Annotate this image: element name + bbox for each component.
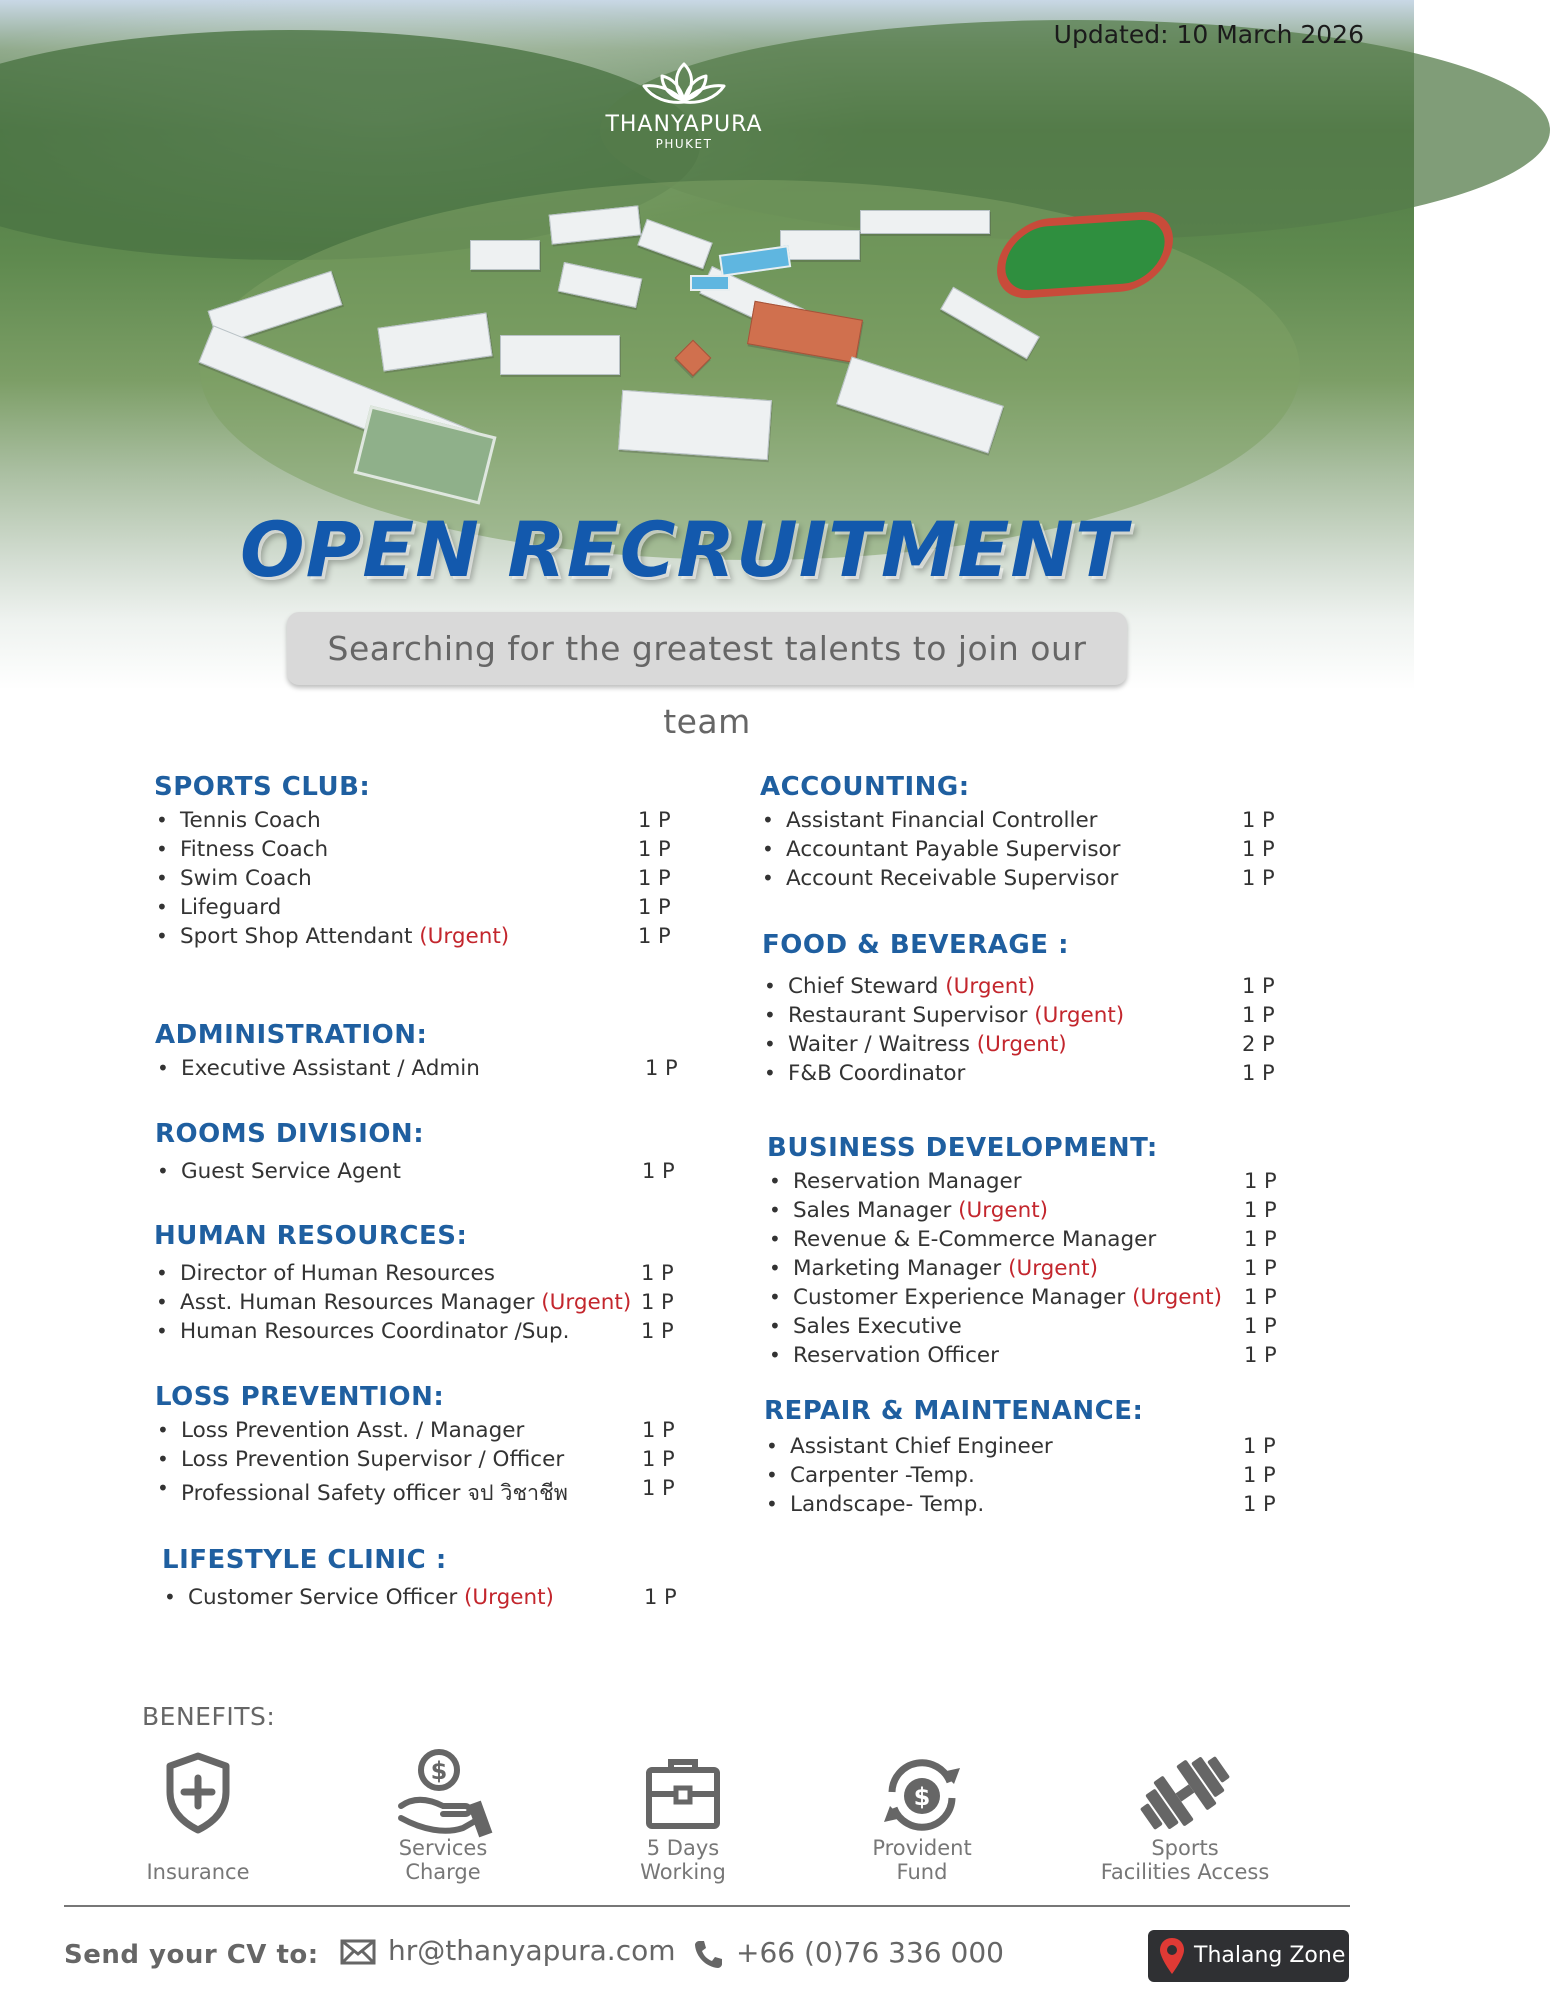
section-repair-maintenance (764, 1396, 1276, 1521)
urgent-tag: (Urgent) (464, 1585, 554, 1610)
job-title: Fitness Coach (180, 837, 329, 862)
job-item (767, 1169, 1277, 1198)
job-title: Sport Shop Attendant (180, 924, 420, 949)
position-count: 1 P (638, 837, 671, 861)
benefit-label-2: Charge (405, 1860, 481, 1884)
phone-icon (692, 1938, 724, 1970)
position-count: 1 P (1244, 1314, 1277, 1338)
benefit-5-days-working (583, 1748, 783, 1884)
location-badge[interactable] (1148, 1930, 1349, 1982)
position-count: 1 P (1243, 1492, 1276, 1516)
benefit-label: 5 Days (646, 1836, 720, 1860)
job-title: Restaurant Supervisor (788, 1003, 1035, 1028)
position-count: 1 P (1243, 1434, 1276, 1458)
hero-banner (0, 0, 1414, 741)
job-item (762, 974, 1275, 1003)
job-title: Customer Service Officer (188, 1585, 464, 1610)
position-count: 1 P (645, 1056, 678, 1080)
benefit-label: Sports (1151, 1836, 1219, 1860)
job-title: Customer Experience Manager (793, 1285, 1133, 1310)
job-item (764, 1463, 1276, 1492)
job-item (767, 1314, 1277, 1343)
divider (64, 1905, 1350, 1907)
coin-cycle-icon (872, 1748, 972, 1838)
email-text[interactable]: hr@thanyapura.com (388, 1934, 676, 1967)
job-item (760, 866, 1275, 895)
position-count: 1 P (1244, 1169, 1277, 1193)
job-title: Chief Steward (788, 974, 946, 999)
job-item (155, 1476, 675, 1506)
lotus-icon (636, 58, 732, 110)
section-food-beverage (762, 930, 1275, 1090)
benefit-label-2: Facilities Access (1100, 1860, 1270, 1884)
job-title: Executive Assistant / Admin (181, 1056, 480, 1081)
job-item (767, 1343, 1277, 1372)
job-title: Accountant Payable Supervisor (786, 837, 1121, 862)
benefit-sports-facilities (1085, 1748, 1285, 1884)
headline: OPEN RECRUITMENT (240, 505, 1128, 594)
job-item (155, 1056, 678, 1085)
section-business-development (767, 1133, 1277, 1372)
benefit-services-charge (343, 1748, 543, 1884)
position-count: 1 P (1244, 1256, 1277, 1280)
job-item (154, 1290, 674, 1319)
benefit-provident-fund (822, 1748, 1022, 1884)
section-title: ADMINISTRATION: (155, 1020, 428, 1050)
position-count: 1 P (638, 866, 671, 890)
tagline: Searching for the greatest talents to join our team (287, 612, 1127, 685)
section-title: BUSINESS DEVELOPMENT: (767, 1133, 1158, 1163)
benefit-label-2: Fund (896, 1860, 948, 1884)
job-title: Lifeguard (180, 895, 282, 920)
job-item (154, 895, 671, 924)
job-title: Sales Manager (793, 1198, 959, 1223)
job-item (154, 837, 671, 866)
benefit-label: Provident (872, 1836, 972, 1860)
logo-brand: THANYAPURA (605, 112, 763, 137)
urgent-tag: (Urgent) (976, 1032, 1067, 1057)
benefit-label: Insurance (146, 1860, 250, 1884)
job-title: Swim Coach (180, 866, 312, 891)
job-title: Marketing Manager (793, 1256, 1009, 1281)
job-title: Carpenter -Temp. (790, 1463, 975, 1488)
job-title: Assistant Financial Controller (786, 808, 1098, 833)
position-count: 1 P (641, 1261, 674, 1285)
job-title: Account Receivable Supervisor (786, 866, 1119, 891)
hand-coin-icon (393, 1748, 493, 1838)
job-title: F&B Coordinator (788, 1061, 966, 1086)
job-title: Waiter / Waitress (788, 1032, 977, 1057)
email-contact[interactable] (340, 1934, 676, 1967)
position-count: 1 P (1242, 1003, 1275, 1027)
urgent-tag: (Urgent) (541, 1290, 632, 1315)
section-title: REPAIR & MAINTENANCE: (764, 1396, 1144, 1426)
position-count: 1 P (1244, 1227, 1277, 1251)
section-title: LIFESTYLE CLINIC : (162, 1545, 447, 1575)
job-item (162, 1585, 677, 1614)
section-lifestyle-clinic (162, 1545, 677, 1614)
briefcase-icon (643, 1748, 723, 1838)
position-count: 1 P (641, 1290, 674, 1314)
section-title: ROOMS DIVISION: (155, 1119, 425, 1149)
logo-subtitle: PHUKET (655, 137, 713, 151)
job-item (155, 1447, 675, 1476)
job-item (154, 808, 671, 837)
benefit-label: Services (398, 1836, 488, 1860)
position-count: 1 P (642, 1476, 675, 1500)
section-human-resources (154, 1221, 674, 1348)
position-count: 1 P (1242, 974, 1275, 998)
position-count: 2 P (1242, 1032, 1275, 1056)
position-count: 1 P (642, 1447, 675, 1471)
envelope-icon (340, 1939, 376, 1965)
job-item (154, 924, 671, 953)
position-count: 1 P (638, 895, 671, 919)
job-title: Professional Safety officer จป วิชาชีพ (181, 1481, 568, 1506)
section-title: FOOD & BEVERAGE : (762, 930, 1069, 960)
job-title: Guest Service Agent (181, 1159, 401, 1184)
job-title: Reservation Officer (793, 1343, 999, 1368)
shield-plus-icon (158, 1748, 238, 1838)
job-title: Landscape- Temp. (790, 1492, 985, 1517)
dumbbell-icon (1125, 1748, 1245, 1838)
job-title: Loss Prevention Supervisor / Officer (181, 1447, 565, 1472)
job-item (767, 1285, 1277, 1314)
urgent-tag: (Urgent) (1132, 1285, 1222, 1310)
urgent-tag: (Urgent) (1034, 1003, 1125, 1028)
section-title: SPORTS CLUB: (154, 772, 371, 802)
job-title: Tennis Coach (180, 808, 321, 833)
section-title: LOSS PREVENTION: (155, 1382, 445, 1412)
section-administration (155, 1020, 678, 1085)
job-item (767, 1198, 1277, 1227)
position-count: 1 P (641, 1319, 674, 1343)
job-item (154, 866, 671, 895)
section-sports-club (154, 772, 671, 953)
job-title: Revenue & E-Commerce Manager (793, 1227, 1157, 1252)
job-title: Human Resources Coordinator /Sup. (180, 1319, 570, 1344)
position-count: 1 P (1242, 808, 1275, 832)
urgent-tag: (Urgent) (945, 974, 1036, 999)
urgent-tag: (Urgent) (958, 1198, 1049, 1223)
benefits-title: BENEFITS: (142, 1702, 276, 1731)
map-pin-icon (1158, 1936, 1186, 1976)
job-item (764, 1434, 1276, 1463)
position-count: 1 P (1242, 866, 1275, 890)
job-item (762, 1003, 1275, 1032)
section-rooms-division (155, 1119, 675, 1188)
urgent-tag: (Urgent) (419, 924, 510, 949)
job-title: Sales Executive (793, 1314, 962, 1339)
position-count: 1 P (642, 1418, 675, 1442)
position-count: 1 P (1244, 1343, 1277, 1367)
job-title: Asst. Human Resources Manager (180, 1290, 542, 1315)
section-loss-prevention (155, 1382, 675, 1506)
job-item (154, 1319, 674, 1348)
position-count: 1 P (644, 1585, 677, 1609)
job-title: Reservation Manager (793, 1169, 1022, 1194)
job-item (154, 1261, 674, 1290)
job-title: Loss Prevention Asst. / Manager (181, 1418, 525, 1443)
job-item (760, 837, 1275, 866)
section-title: ACCOUNTING: (760, 772, 970, 802)
job-title: Assistant Chief Engineer (790, 1434, 1053, 1459)
job-item (760, 808, 1275, 837)
job-item (764, 1492, 1276, 1521)
benefit-label-2: Working (640, 1860, 726, 1884)
urgent-tag: (Urgent) (1008, 1256, 1098, 1281)
benefit-insurance (98, 1748, 298, 1884)
svg-text:$: $ (913, 1783, 931, 1811)
thanyapura-logo (584, 58, 784, 151)
position-count: 1 P (1242, 837, 1275, 861)
section-title: HUMAN RESOURCES: (154, 1221, 468, 1251)
job-item (762, 1032, 1275, 1061)
job-item (767, 1256, 1277, 1285)
send-cv-label: Send your CV to: (64, 1940, 319, 1970)
job-item (155, 1159, 675, 1188)
position-count: 1 P (1244, 1285, 1277, 1309)
svg-text:$: $ (430, 1757, 448, 1785)
phone-text[interactable]: +66 (0)76 336 000 (736, 1936, 1004, 1969)
section-accounting (760, 772, 1275, 895)
position-count: 1 P (638, 924, 671, 948)
position-count: 1 P (1242, 1061, 1275, 1085)
job-item (155, 1418, 675, 1447)
position-count: 1 P (1244, 1198, 1277, 1222)
phone-contact[interactable] (692, 1936, 1004, 1970)
position-count: 1 P (642, 1159, 675, 1183)
job-title: Director of Human Resources (180, 1261, 495, 1286)
job-item (762, 1061, 1275, 1090)
position-count: 1 P (1243, 1463, 1276, 1487)
updated-date: Updated: 10 March 2026 (1053, 20, 1364, 49)
location-text: Thalang Zone (1194, 1943, 1346, 1968)
position-count: 1 P (638, 808, 671, 832)
job-item (767, 1227, 1277, 1256)
